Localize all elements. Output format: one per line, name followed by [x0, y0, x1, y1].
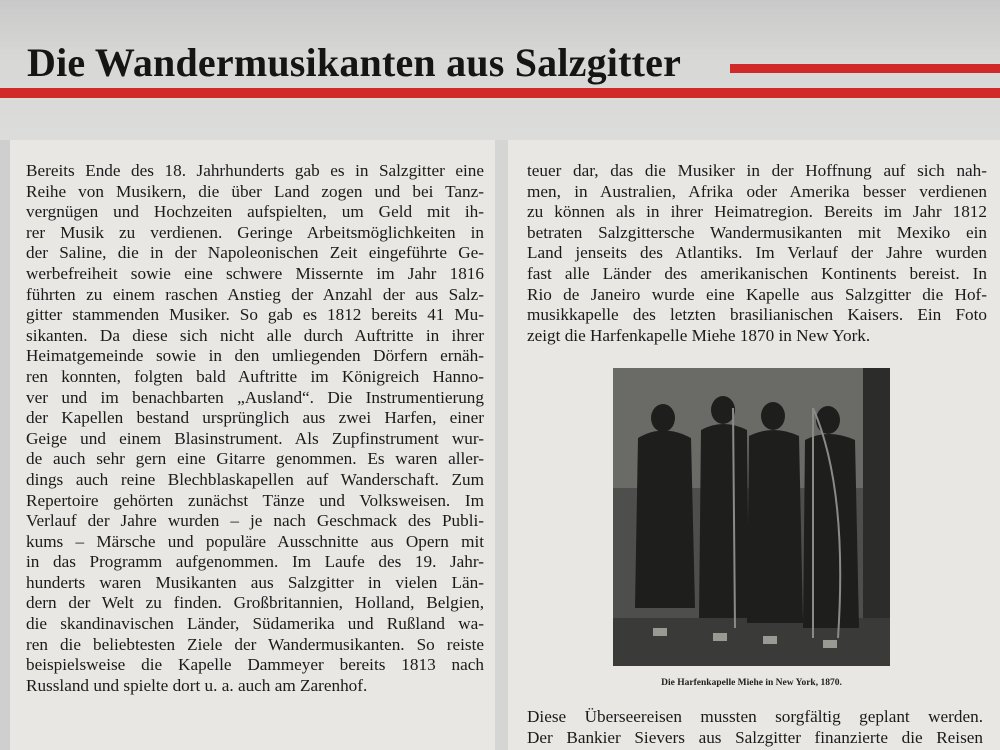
text-line: betraten Salzgittersche Wandermusikanten mit Mexiko ein — [527, 222, 987, 242]
text-line: zeigt die Harfenkapelle Miehe 1870 in New York. — [527, 325, 871, 345]
right-column-text — [527, 161, 987, 346]
text-line: sikanten. Da diese sich nicht alle durch Auftritte in ihrer — [26, 325, 484, 345]
column-gap — [495, 140, 508, 750]
bottom-right-text — [527, 707, 983, 748]
text-line: gitter stammenden Musiker. So gab es 1812 bereits 41 Mu- — [26, 305, 484, 325]
text-line: kums – Märsche und populäre Ausschnitte aus Opern mit — [26, 531, 484, 551]
page-title: Die Wandermusikanten aus Salzgitter — [27, 40, 682, 85]
left-column-text — [26, 161, 484, 696]
text-line: die skandinavischen Länder, Südamerika und Rußland wa- — [26, 614, 484, 634]
text-line: dings auch reine Blechblaskapellen auf Wanderschaft. Zum — [26, 469, 484, 489]
text-line: der Saline, die in der Napoleonischen Zeit eingeführte Ge- — [26, 243, 484, 263]
text-line: Der Bankier Sievers aus Salzgitter finanzierte die Reisen — [527, 727, 983, 747]
text-line: hunderts waren Musikanten aus Salzgitter in vielen Län- — [26, 572, 484, 592]
text-line: musikkapelle des letzten brasilianischen Kaisers. Ein Foto — [527, 305, 987, 325]
text-line: de auch sehr gern eine Gitarre genommen. Es waren aller- — [26, 449, 484, 469]
text-line: beispielsweise die Kapelle Dammeyer bereits 1813 nach — [26, 655, 484, 675]
text-line: in das Programm aufgenommen. Im Laufe des 19. Jahr- — [26, 552, 484, 572]
text-line: vergnügen und Hochzeiten aufspielten, um Geld mit ih- — [26, 202, 484, 222]
text-line: rer Musik zu verdienen. Geringe Arbeitsmöglichkeiten in — [26, 222, 484, 242]
text-line: Verlauf der Jahre wurden – je nach Geschmack des Publi- — [26, 511, 484, 531]
text-line: ren die beliebtesten Ziele der Wandermusikanten. So reiste — [26, 634, 484, 654]
text-line: teuer dar, das die Musiker in der Hoffnung auf sich nah- — [527, 161, 987, 180]
text-line: ver und im benachbarten „Ausland“. Die Instrumentierung — [26, 387, 484, 407]
text-line: werbefreiheit sowie eine schwere Missernte im Jahr 1816 — [26, 263, 484, 283]
text-line: Bereits Ende des 18. Jahrhunderts gab es in Salzgitter eine — [26, 161, 484, 180]
text-line: der Kapellen bestand ursprünglich aus zwei Harfen, einer — [26, 408, 484, 428]
header-divider-bar — [0, 88, 1000, 98]
text-line: Reihe von Musikern, die über Land zogen und bei Tanz- — [26, 181, 484, 201]
text-line: Repertoire gehörten zunächst Tänze und Volksweisen. Im — [26, 490, 484, 510]
text-line: Russland und spielte dort u. a. auch am Zarenhof. — [26, 675, 368, 695]
photo-caption: Die Harfenkapelle Miehe in New York, 1870. — [661, 678, 842, 688]
text-line: fast alle Länder des amerikanischen Kontinents bereist. In — [527, 263, 987, 283]
text-line: Diese Überseereisen mussten sorgfältig geplant werden. — [527, 707, 983, 726]
text-line: dern der Welt zu finden. Großbritannien, Holland, Belgien, — [26, 593, 484, 613]
text-line: Rio de Janeiro wurde eine Kapelle aus Salzgitter die Hof- — [527, 284, 987, 304]
text-line: Geige und einem Blasinstrument. Als Zupfinstrument wur- — [26, 428, 484, 448]
text-line: führten zu einem raschen Anstieg der Anzahl der aus Salz- — [26, 284, 484, 304]
text-line: zu können als in ihrer Heimatregion. Bereits im Jahr 1812 — [527, 202, 987, 222]
historic-band-photo — [613, 368, 890, 666]
title-accent-bar — [730, 64, 1000, 73]
text-line: Land jenseits des Atlantiks. Im Verlauf der Jahre wurden — [527, 243, 987, 263]
text-line: men, in Australien, Afrika oder Amerika besser verdienen — [527, 181, 987, 201]
text-line: Heimatgemeinde sowie in den umliegenden Dörfern ernäh- — [26, 346, 484, 366]
text-line: ren konnten, folgten bald Auftritte im Königreich Hanno- — [26, 366, 484, 386]
